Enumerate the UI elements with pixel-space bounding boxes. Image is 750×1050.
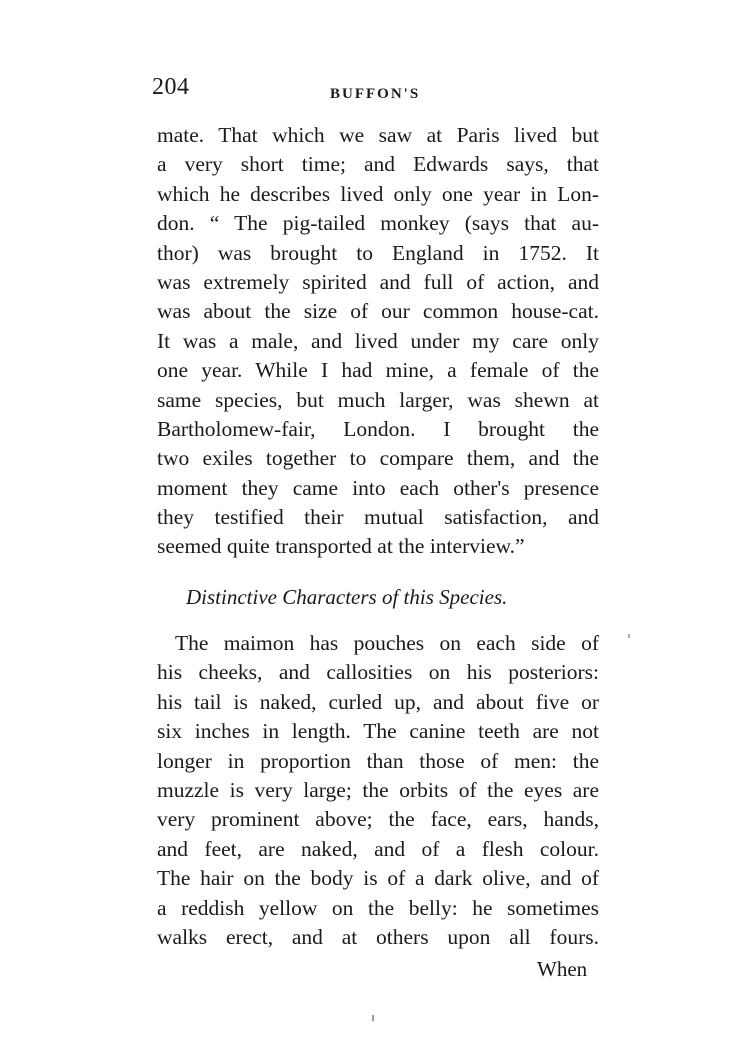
text-line: seemed quite transported at the interview.” <box>157 534 525 559</box>
section-heading: Distinctive Characters of this Species. <box>186 585 508 609</box>
text-line: which he describes lived only one year in Lon- <box>157 181 599 206</box>
text-line: and feet, are naked, and of a flesh colour. <box>157 836 599 861</box>
text-line: a reddish yellow on the belly: he sometimes <box>157 895 599 920</box>
running-head: BUFFON'S <box>330 86 421 102</box>
text-line: thor) was brought to England in 1752. It <box>157 240 599 265</box>
text-line: six inches in length. The canine teeth are not <box>157 719 599 744</box>
text-line: his tail is naked, curled up, and about five or <box>157 689 599 714</box>
text-line: two exiles together to compare them, and the <box>157 446 599 471</box>
text-line: one year. While I had mine, a female of the <box>157 358 599 383</box>
text-line: a very short time; and Edwards says, that <box>157 152 599 177</box>
text-line: don. “ The pig-tailed monkey (says that au- <box>157 211 599 236</box>
text-line: was about the size of our common house-cat. <box>157 299 599 324</box>
text-line: Bartholomew-fair, London. I brought the <box>157 416 599 441</box>
text-line: his cheeks, and callosities on his posteriors: <box>157 660 599 685</box>
page-number: 204 <box>152 74 190 100</box>
text-line: moment they came into each other's presence <box>157 475 599 500</box>
paper-speck <box>372 1015 374 1021</box>
text-line: The maimon has pouches on each side of <box>175 631 599 655</box>
text-line: The hair on the body is of a dark olive, and of <box>157 866 599 891</box>
text-line: longer in proportion than those of men: the <box>157 748 599 773</box>
text-line: was extremely spirited and full of action, and <box>157 269 599 294</box>
margin-speck <box>628 634 630 638</box>
text-line: same species, but much larger, was shewn at <box>157 387 599 412</box>
text-line: muzzle is very large; the orbits of the eyes are <box>157 777 599 802</box>
text-line: It was a male, and lived under my care only <box>157 328 599 353</box>
paragraph-quote <box>157 121 599 562</box>
text-line: they testified their mutual satisfaction, and <box>157 505 599 530</box>
paragraph-description <box>157 629 599 952</box>
text-line: very prominent above; the face, ears, hands, <box>157 807 599 832</box>
text-line: walks erect, and at others upon all fours. <box>157 924 599 949</box>
text-line: mate. That which we saw at Paris lived but <box>157 123 599 147</box>
catchword: When <box>537 957 588 981</box>
